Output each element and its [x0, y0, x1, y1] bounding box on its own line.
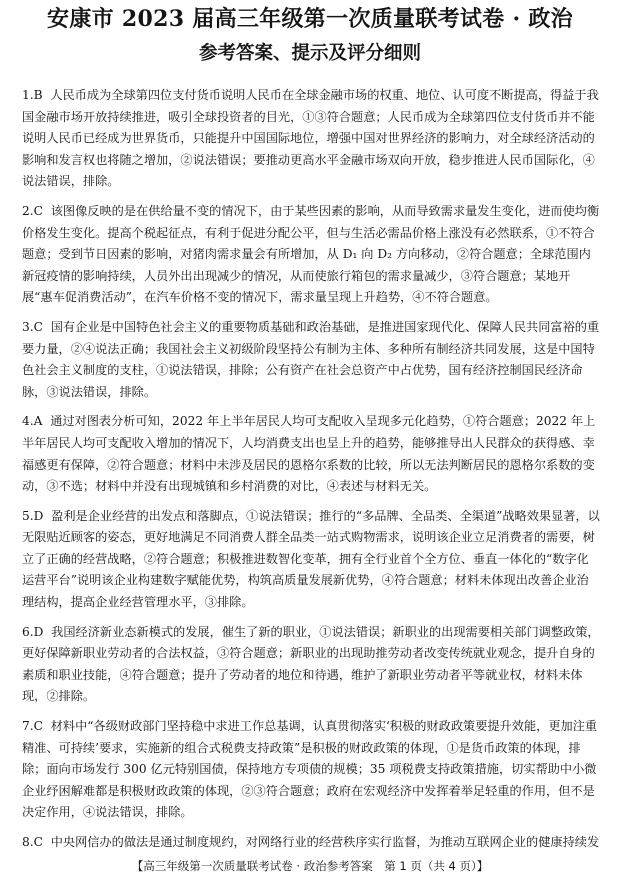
answer-item-5	[22, 506, 600, 614]
page-title: 安康市 2023 届高三年级第一次质量联考试卷 · 政治	[47, 6, 573, 32]
answer-number: 2.C	[22, 203, 43, 218]
answer-item-8	[22, 832, 600, 854]
answer-number: 1.B	[22, 88, 43, 102]
answer-number: 7.C	[22, 719, 43, 734]
answer-number: 4.A	[22, 414, 43, 429]
answer-item-1	[22, 85, 600, 193]
answer-item-6	[22, 622, 600, 708]
answer-number: 3.C	[22, 319, 43, 334]
answer-item-4	[22, 411, 600, 497]
answer-item-3	[22, 317, 600, 403]
answer-explanation: 材料中“各级财政部门坚持稳中求进工作总基调，认真贯彻落实‘积极的财政政策要提升效能，更加注重精准、可持续’要求，实施新的组合式税费支持政策”是积极的财政政策的体现，①是货币政策的体现，排除；面向市场发行 300 亿元特别国债，保持地方专项债的规模；35 项税费支持政策措施，切实帮助中小微企业纾困解难都是积极财政政策的体现，②③符合题意；政府在宏观经济中发挥着举足轻重的作用，但不是决定作用，④说法错误，排除。	[22, 719, 598, 820]
page-footer: 【高三年级第一次质量联考试卷 · 政治参考答案 第 1 页（共 4 页）】	[131, 859, 489, 873]
answer-number: 5.D	[22, 508, 44, 523]
answer-item-7	[22, 716, 600, 824]
page-subtitle: 参考答案、提示及评分细则	[198, 43, 421, 64]
answer-explanation: 国有企业是中国特色社会主义的重要物质基础和政治基础，是推进国家现代化、保障人民共同富裕的重要力量，②④说法正确；我国社会主义初级阶段坚持公有制为主体、多种所有制经济共同发展，这是中国特色社会主义制度的支柱，①说法错误，排除；公有资产在社会总资产中占优势，国有经济控制国民经济命脉，③说法错误，排除。	[22, 319, 600, 399]
answer-explanation: 该图像反映的是在供给量不变的情况下，由于某些因素的影响，从而导致需求量发生变化，进而使均衡价格发生变化。提高个税起征点，有利于促进分配公平，但与生活必需品价格上涨没有必然联系，①不符合题意；受到节日因素的影响，对猪肉需求量会有所增加，从 D₁ 向 D₂ 方向移动，②符合题意；全球范围内新冠疫情的影响持续，人员外出出现减少的情况，从而使旅行箱包的需求量减少，③符合题意；某地开展“惠车促消费活动”，在汽车价格不变的情况下，需求量呈现上升趋势，④不符合题意。	[22, 203, 600, 305]
answer-explanation: 中央网信办的做法是通过制度规约，对网络行业的经营秩序实行监督，为推动互联网企业的健康持续发	[50, 835, 600, 849]
answer-explanation: 通过对图表分析可知，2022 年上半年居民人均可支配收入呈现多元化趋势，①符合题意；2022 年上半年居民人均可支配收入增加的情况下，人均消费支出也呈上升的趋势，能够推导出人民群众的获得感、幸福感更有保障，②符合题意；材料中未涉及居民的恩格尔系数的比较，所以无法判断居民的恩格尔系数的变动，③不选；材料中并没有出现城镇和乡村消费的对比，④表述与材料无关。	[22, 414, 596, 494]
answer-explanation: 盈利是企业经营的出发点和落脚点，①说法错误；推行的“多品牌、全品类、全渠道”战略效果显著，以无限贴近顾客的姿态，更好地满足不同消费人群全品类一站式购物需求，说明该企业立足消费者的需要，树立了正确的经营战略，②符合题意；积极推进数智化变革，拥有全行业首个全方位、垂直一体化的“数字化运营平台”说明该企业构建数字赋能优势，构筑高质量发展新优势，④符合题意；材料未体现出改善企业治理结构，提高企业经营管理水平，③排除。	[22, 508, 600, 610]
answer-explanation: 我国经济新业态新模式的发展，催生了新的职业，①说法错误；新职业的出现需要相关部门调整政策，更好保障新职业劳动者的合法权益，③符合题意；新职业的出现助推劳动者改变传统就业观念，提升自身的素质和职业技能，④符合题意；提升了劳动者的地位和待遇，维护了新职业劳动者平等就业权，材料未体现，②排除。	[22, 624, 600, 704]
answer-number: 8.C	[22, 835, 43, 849]
answer-explanation: 人民币成为全球第四位支付货币说明人民币在全球金融市场的权重、地位、认可度不断提高，得益于我国金融市场开放持续推进，吸引全球投资者的目光，①③符合题意；人民币成为全球第四位支付货币并不能说明人民币已经成为世界货币，只能提升中国国际地位，增强中国对世界经济的影响力，对全球经济活动的影响和发言权也将随之增加，②说法错误；要推动更高水平金融市场双向开放，稳步推进人民币国际化，④说法错误，排除。	[22, 88, 599, 189]
answer-number: 6.D	[22, 624, 44, 639]
answer-list	[22, 85, 600, 854]
answer-item-2	[22, 201, 600, 309]
